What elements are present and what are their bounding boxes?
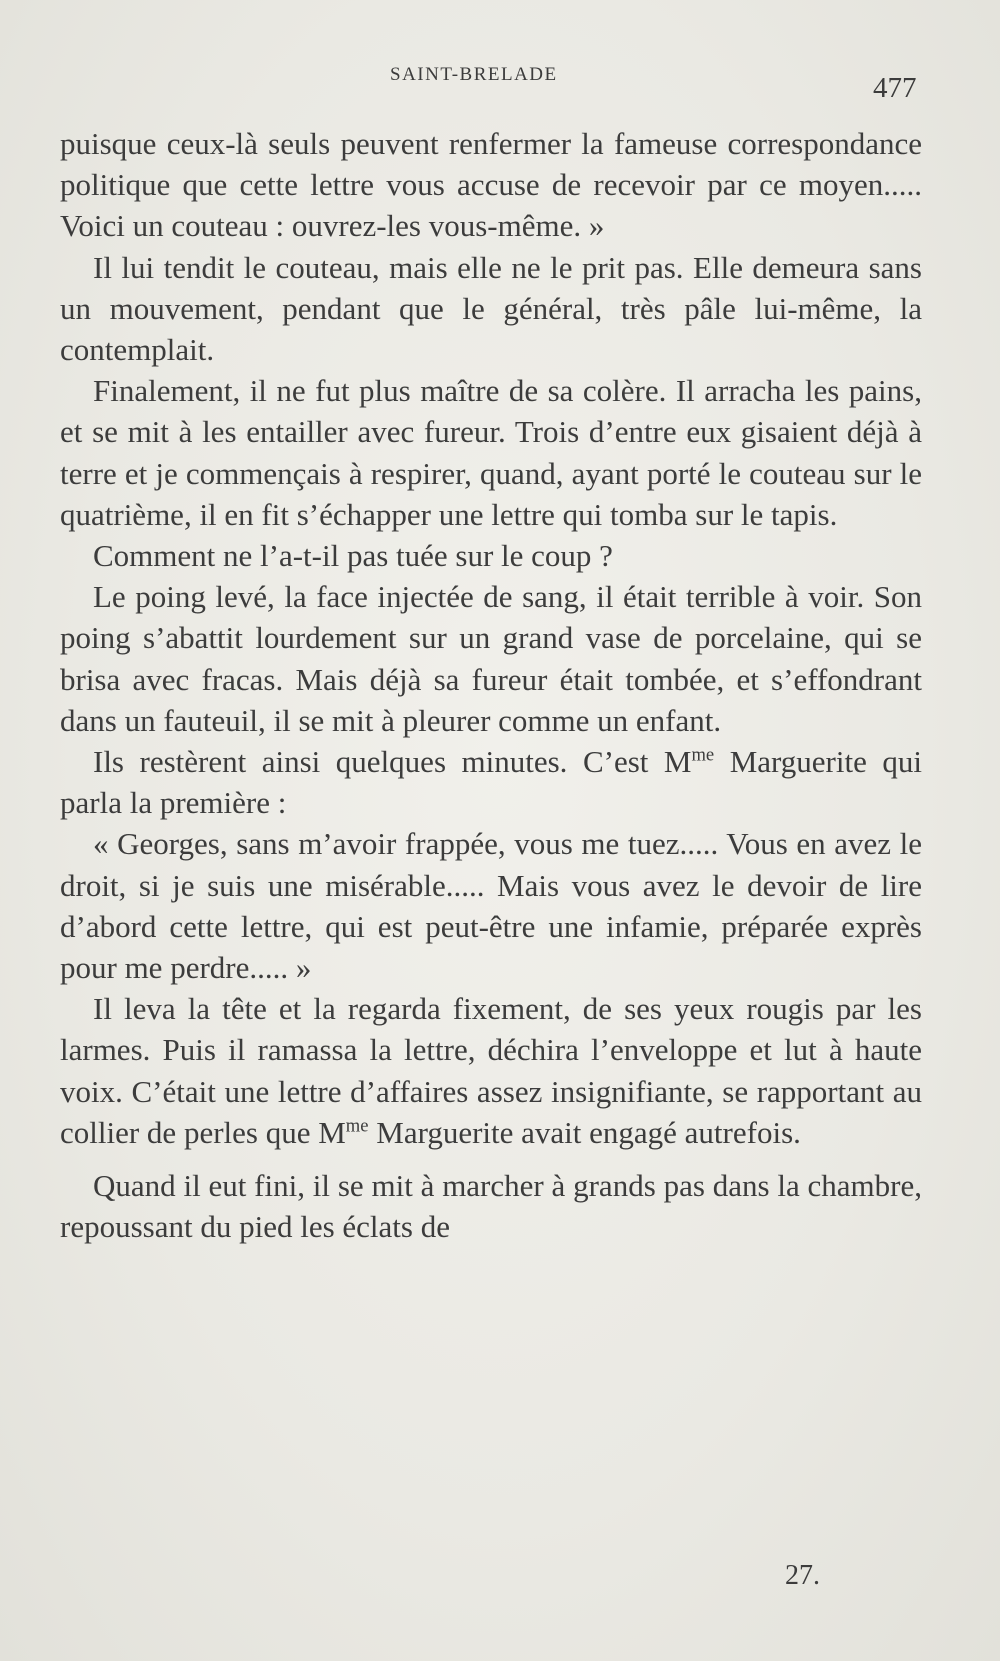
signature-mark: 27. bbox=[785, 1560, 820, 1591]
superscript-me: me bbox=[345, 1115, 369, 1137]
paragraph-5: Le poing levé, la face injectée de sang, il était terrible à voir. Son poing s’abattit lourdement sur un grand vase de porcelaine, qui se brisa avec fracas. Mais déjà sa fureur était tombée, et s’effondrant dans un fauteuil, il se mit à pleurer comme un enfant. bbox=[60, 579, 922, 738]
page-number: 477 bbox=[873, 72, 917, 104]
paragraph-7: « Georges, sans m’avoir frappée, vous me tuez..... Vous en avez le droit, si je suis une misérable..... Mais vous avez le devoir de lire d’abord cette lettre, qui est peut-être une infamie, préparée exprès pour me perdre..... » bbox=[60, 826, 922, 986]
body-text bbox=[60, 123, 922, 1247]
paragraph-6 bbox=[60, 741, 922, 823]
paragraph-4: Comment ne l’a-t-il pas tuée sur le coup ? bbox=[93, 538, 613, 574]
paragraph-6-text-a: Ils restèrent ainsi quelques minutes. C’est M bbox=[93, 744, 692, 780]
paragraph-3: Finalement, il ne fut plus maître de sa colère. Il arracha les pains, et se mit à les entailler avec fureur. Trois d’entre eux gisaient déjà à terre et je commençais à respirer, quand, ayant porté le couteau sur le quatrième, il en fit s’échapper une lettre qui tomba sur le tapis. bbox=[60, 373, 922, 532]
paragraph-2: Il lui tendit le couteau, mais elle ne le prit pas. Elle demeura sans un mouvement, pendant que le général, très pâle lui-même, la contemplait. bbox=[60, 249, 922, 368]
running-title: SAINT-BRELADE bbox=[390, 64, 558, 85]
paragraph-8-text-b: Marguerite avait engagé autrefois. bbox=[368, 1114, 801, 1150]
superscript-me: me bbox=[691, 744, 715, 766]
paragraph-8-text-a: Il leva la tête et la regarda fixement, de ses yeux rougis par les larmes. Puis il ramassa la lettre, déchira l’enveloppe et lut à haute voix. C’était une lettre d’affaires assez insignifiante, se rapportant au collier de perles que M bbox=[60, 991, 922, 1150]
paragraph-6-text-b: Marguerite qui parla la première : bbox=[60, 744, 922, 821]
paragraph-9: Quand il eut fini, il se mit à marcher à grands pas dans la chambre, repoussant du pied les éclats de bbox=[60, 1168, 922, 1245]
paragraph-1: puisque ceux-là seuls peuvent renfermer la fameuse correspondance politique que cette lettre vous accuse de recevoir par ce moyen..... Voici un couteau : ouvrez-les vous-même. » bbox=[60, 126, 922, 244]
paragraph-8 bbox=[60, 988, 922, 1153]
